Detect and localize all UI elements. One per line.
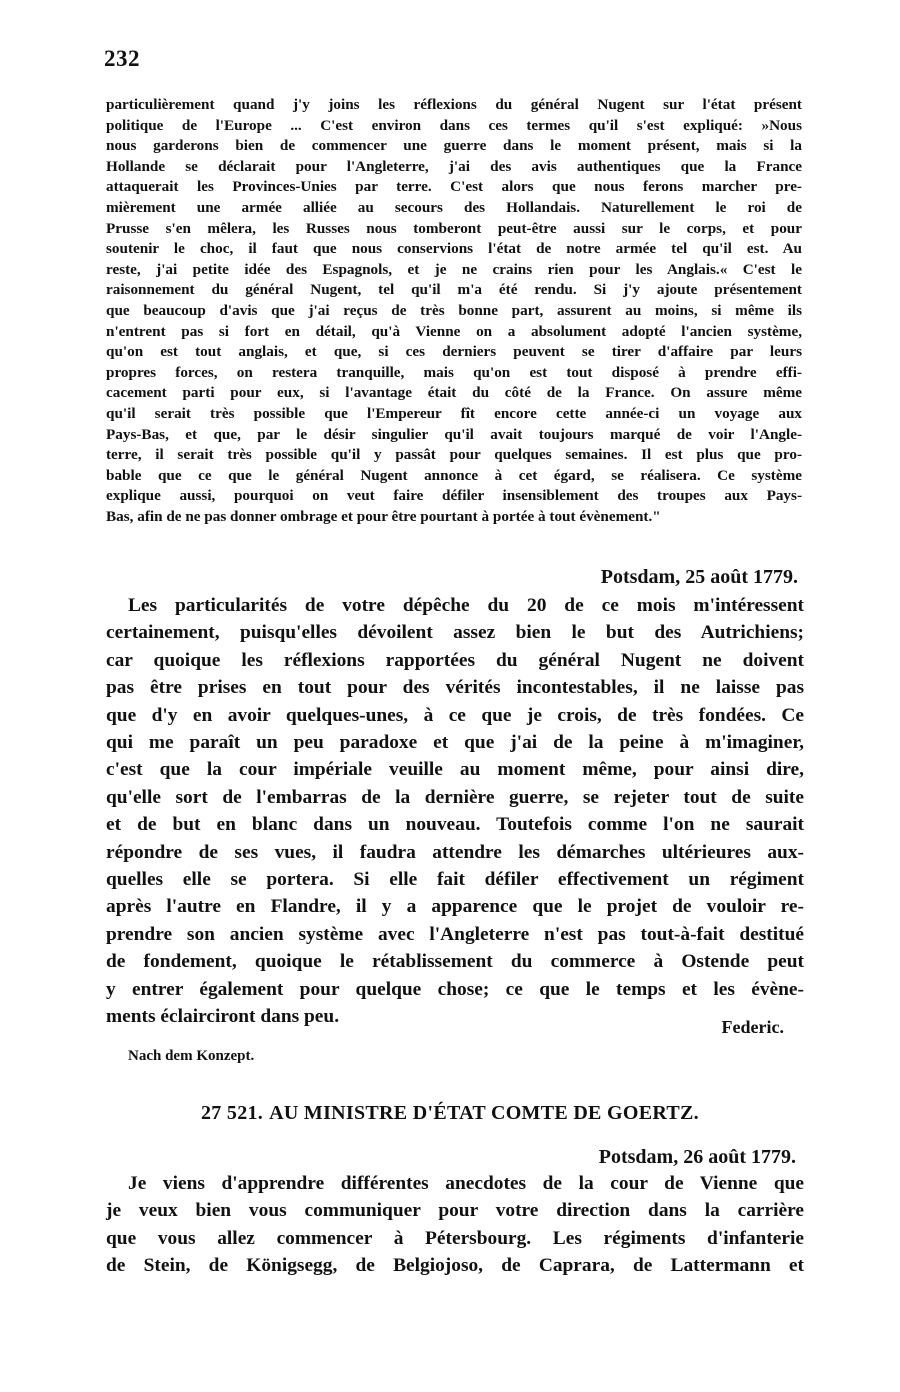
- text-line: propres forces, on restera tranquille, mais qu'on est tout disposé à prendre effi-: [106, 363, 802, 381]
- text-line: répondre de ses vues, il faudra attendre les démarches ultérieures aux-: [106, 841, 804, 863]
- text-line: que beaucoup d'avis que j'ai reçus de très bonne part, assurent au moins, si même ils: [106, 301, 802, 319]
- signature: Federic.: [721, 1017, 784, 1037]
- text-line: bable que ce que le général Nugent annonce à cet égard, se réalisera. Ce système: [106, 466, 802, 484]
- text-line: et de but en blanc dans un nouveau. Toutefois comme l'on ne saurait: [106, 814, 804, 836]
- text-line: y entrer également pour quelque chose; ce que le temps et les évène-: [106, 978, 804, 1000]
- text-line: pas être prises en tout pour des vérités incontestables, il ne laisse pas: [106, 677, 804, 699]
- text-line: c'est que la cour impériale veuille au moment même, pour ainsi dire,: [106, 759, 804, 781]
- text-line: certainement, puisqu'elles dévoilent assez bien le but des Autrichiens;: [106, 622, 804, 644]
- text-line: qu'elle sort de l'embarras de la dernière guerre, se rejeter tout de suite: [106, 786, 804, 808]
- text-line: de Stein, de Königsegg, de Belgiojoso, de Caprara, de Lattermann et: [106, 1255, 804, 1277]
- source-note: Nach dem Konzept.: [128, 1048, 255, 1064]
- text-line: mièrement une armée alliée au secours des Hollandais. Naturellement le roi de: [106, 198, 802, 216]
- text-line: qu'il serait très possible que l'Empereur fît encore cette année-ci un voyage aux: [106, 404, 802, 422]
- letter-body: [106, 1170, 804, 1280]
- text-line: quelles elle se portera. Si elle fait défiler effectivement un régiment: [106, 869, 804, 891]
- letter-body: [106, 592, 804, 1031]
- text-line: ments éclairciront dans peu.: [106, 1006, 340, 1028]
- text-line: je veux bien vous communiquer pour votre direction dans la carrière: [106, 1200, 804, 1222]
- letter-dateline: Potsdam, 26 août 1779.: [598, 1146, 796, 1168]
- text-line: Les particularités de votre dépêche du 20 de ce mois m'intéressent: [128, 595, 804, 616]
- letter-heading: [0, 1102, 900, 1125]
- text-line: que vous allez commencer à Pétersbourg. Les régiments d'infanterie: [106, 1227, 804, 1249]
- text-line: Prusse s'en mêlera, les Russes nous tomberont peut-être aussi sur le corps, et pour: [106, 219, 802, 237]
- letter-dateline: Potsdam, 25 août 1779.: [600, 566, 798, 588]
- text-line: Je viens d'apprendre différentes anecdotes de la cour de Vienne que: [128, 1173, 804, 1194]
- text-line: explique aussi, pourquoi on veut faire défiler insensiblement des troupes aux Pays-: [106, 487, 802, 505]
- page-number: 232: [104, 46, 140, 71]
- letter-number: 27 521.: [201, 1102, 264, 1124]
- text-line: terre, il serait très possible qu'il y passât pour quelques semaines. Il est plus que pro-: [106, 446, 802, 464]
- text-line: qui me paraît un peu paradoxe et que j'ai de la peine à m'imaginer,: [106, 732, 804, 754]
- text-line: Bas, afin de ne pas donner ombrage et pour être pourtant à portée à tout évènement.": [106, 507, 661, 525]
- text-line: nous garderons bien de commencer une guerre dans le moment présent, mais si la: [106, 137, 802, 155]
- text-line: prendre son ancien système avec l'Angleterre n'est pas tout-à-fait destitué: [106, 923, 804, 945]
- text-line: qu'on est tout anglais, et que, si ces derniers peuvent se tirer d'affaire par leurs: [106, 343, 802, 361]
- text-line: attaquerait les Provinces-Unies par terre. C'est alors que nous ferons marcher pre-: [106, 178, 802, 196]
- letter-title: AU MINISTRE D'ÉTAT COMTE DE GOERTZ.: [269, 1102, 699, 1124]
- quoted-passage: [106, 95, 802, 527]
- text-line: politique de l'Europe ... C'est environ dans ces termes qu'il s'est expliqué: »Nous: [106, 116, 802, 134]
- text-line: soutenir le choc, il faut que nous conservions l'état de notre armée tel qu'il est. Au: [106, 240, 802, 258]
- text-line: raisonnement du général Nugent, tel qu'il m'a été rendu. Si j'y ajoute présentement: [106, 281, 802, 299]
- text-line: de fondement, quoique le rétablissement du commerce à Ostende peut: [106, 951, 804, 973]
- text-line: Hollande se déclarait pour l'Angleterre, j'ai des avis authentiques que la France: [106, 157, 802, 175]
- text-line: particulièrement quand j'y joins les réflexions du général Nugent sur l'état présent: [106, 96, 802, 113]
- text-line: Pays-Bas, et que, par le désir singulier qu'il avait toujours marqué de voir l'Angle-: [106, 425, 802, 443]
- text-line: que d'y en avoir quelques-unes, à ce que je crois, de très fondées. Ce: [106, 704, 804, 726]
- text-line: car quoique les réflexions rapportées du général Nugent ne doivent: [106, 649, 804, 671]
- text-line: cacement parti pour eux, si l'avantage était du côté de la France. On assure même: [106, 384, 802, 402]
- text-line: n'entrent pas si fort en détail, qu'à Vienne on a absolument adopté l'ancien système,: [106, 322, 802, 340]
- text-line: reste, j'ai petite idée des Espagnols, et je ne crains rien pour les Anglais.« C'est le: [106, 260, 802, 278]
- text-line: après l'autre en Flandre, il y a apparence que le projet de vouloir re-: [106, 896, 804, 918]
